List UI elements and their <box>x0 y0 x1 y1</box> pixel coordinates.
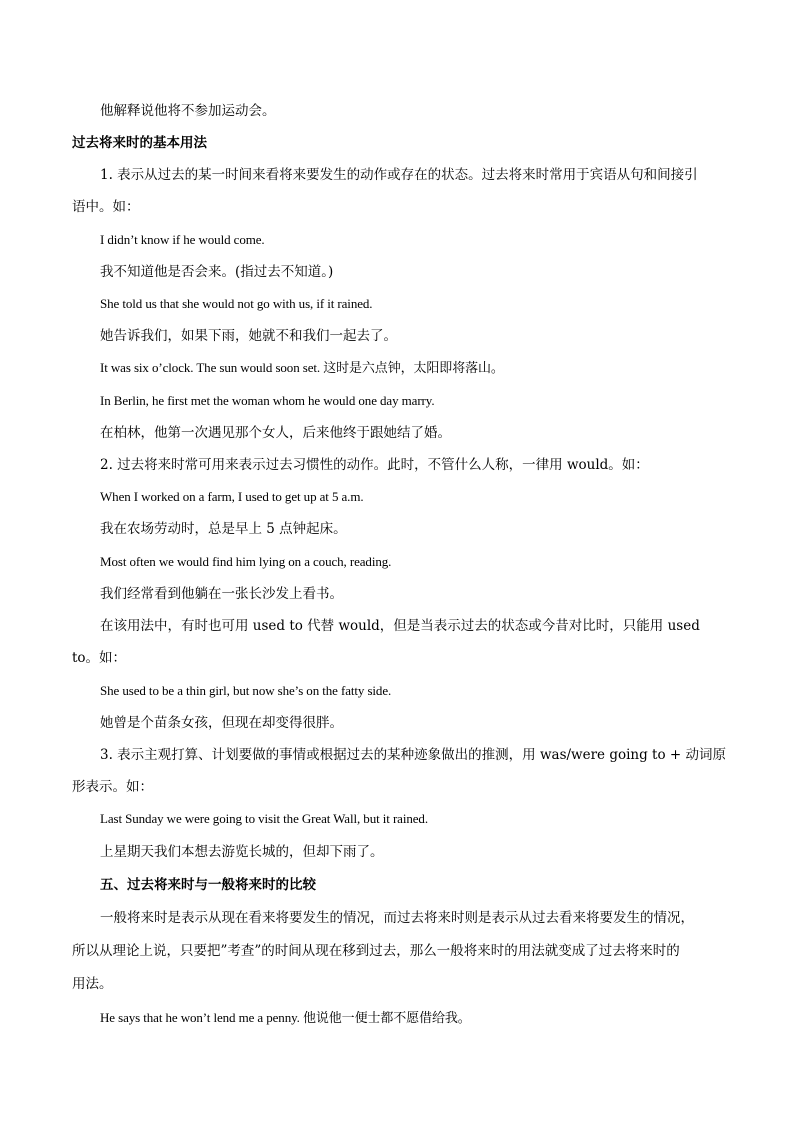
example-sentence: He says that he won’t lend me a penny. 他说他一便士都不愿借给我。 <box>100 1010 471 1025</box>
paragraph-line: 2. 过去将来时常可用来表示过去习惯性的动作。此时，不管什么人称，一律用 would。如： <box>100 457 649 473</box>
example-translation: 在柏林，他第一次遇见那个女人，后来他终于跟她结了婚。 <box>100 425 451 441</box>
example-translation: 她曾是个苗条女孩，但现在却变得很胖。 <box>100 715 343 731</box>
paragraph-line: 3. 表示主观打算、计划要做的事情或根据过去的某种迹象做出的推测，用 was/were going to + 动词原 <box>100 747 726 763</box>
paragraph-line: 语中。如： <box>72 199 140 215</box>
paragraph-line: 一般将来时是表示从现在看来将要发生的情况，而过去将来时则是表示从过去看来将要发生的情况， <box>100 910 694 926</box>
paragraph-line: to。如： <box>72 650 127 666</box>
section-heading: 过去将来时的基本用法 <box>72 135 207 151</box>
example-sentence: It was six o’clock. The sun would soon set. 这时是六点钟，太阳即将落山。 <box>100 360 504 375</box>
example-sentence: Last Sunday we were going to visit the Great Wall, but it rained. <box>100 811 428 826</box>
example-translation: 我在农场劳动时，总是早上 5 点钟起床。 <box>100 521 347 537</box>
example-translation: 我们经常看到他躺在一张长沙发上看书。 <box>100 586 343 602</box>
example-sentence: Most often we would find him lying on a couch, reading. <box>100 554 392 569</box>
example-sentence: When I worked on a farm, I used to get up at 5 a.m. <box>100 489 364 504</box>
paragraph-line: 形表示。如： <box>72 779 153 795</box>
example-translation: 我不知道他是否会来。(指过去不知道。) <box>100 264 334 280</box>
example-sentence: She told us that she would not go with us, if it rained. <box>100 296 373 311</box>
paragraph-line: 他解释说他将不参加运动会。 <box>100 103 276 119</box>
example-translation: 她告诉我们，如果下雨，她就不和我们一起去了。 <box>100 328 397 344</box>
paragraph-line: 所以从理论上说，只要把”考查”的时间从现在移到过去，那么一般将来时的用法就变成了过去将来时的 <box>72 943 680 959</box>
paragraph-line: 用法。 <box>72 976 113 992</box>
example-sentence: In Berlin, he first met the woman whom he would one day marry. <box>100 393 435 408</box>
example-translation: 上星期天我们本想去游览长城的，但却下雨了。 <box>100 844 384 860</box>
section-heading: 五、过去将来时与一般将来时的比较 <box>100 877 316 893</box>
paragraph-line: 1. 表示从过去的某一时间来看将来要发生的动作或存在的状态。过去将来时常用于宾语从句和间接引 <box>100 167 698 183</box>
example-sentence: She used to be a thin girl, but now she’s on the fatty side. <box>100 683 392 698</box>
example-sentence: I didn’t know if he would come. <box>100 232 265 247</box>
paragraph-line: 在该用法中，有时也可用 used to 代替 would，但是当表示过去的状态或今昔对比时，只能用 used <box>100 618 700 634</box>
